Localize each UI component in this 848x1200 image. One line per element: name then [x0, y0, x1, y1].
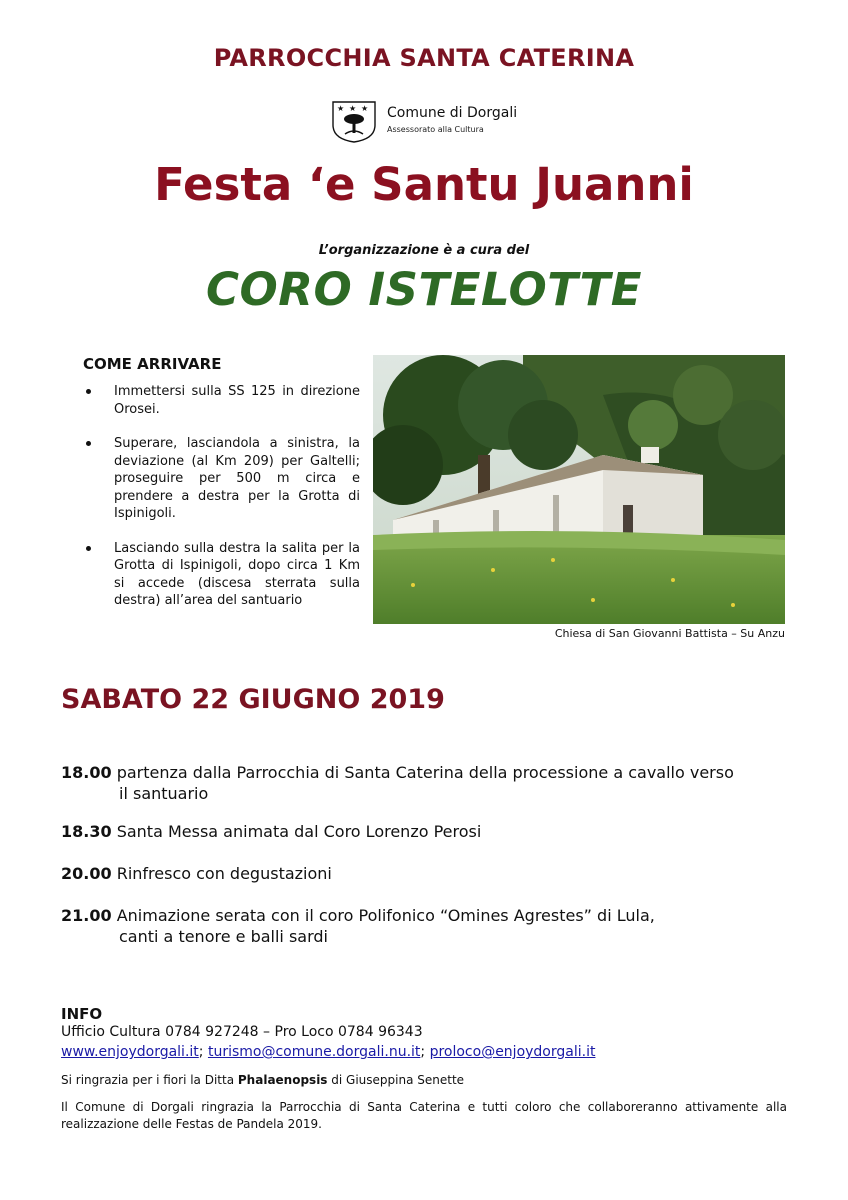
link-separator: ; [420, 1044, 426, 1060]
municipality-logo [331, 101, 531, 143]
parish-heading: PARROCCHIA SANTA CATERINA [213, 44, 635, 72]
bullet-icon [86, 389, 91, 394]
schedule-text-continued: canti a tenore e balli sardi [119, 927, 328, 946]
choir-name: CORO ISTELOTTE [206, 263, 642, 316]
florist-name: Phalaenopsis [237, 1073, 328, 1087]
event-date: SABATO 22 GIUGNO 2019 [61, 684, 445, 715]
schedule-item [61, 821, 801, 842]
website-link[interactable]: www.enjoydorgali.it [61, 1044, 199, 1060]
schedule-time: 21.00 [61, 906, 112, 925]
schedule-text-continued: il santuario [119, 784, 209, 803]
list-item: Immettersi sulla SS 125 in direzione Orosei. [84, 383, 360, 418]
info-phones: Ufficio Cultura 0784 927248 – Pro Loco 0784 96343 [61, 1024, 423, 1040]
closing-thanks: Il Comune di Dorgali ringrazia la Parrocchia di Santa Caterina e tutti coloro che collaboreranno attivamente alla realizzazione delle Festas de Pandela 2019. [61, 1100, 787, 1131]
municipality-name: Comune di Dorgali [387, 105, 518, 121]
schedule-text: Rinfresco con degustazioni [116, 864, 332, 883]
proloco-email-link[interactable]: proloco@enjoydorgali.it [429, 1044, 596, 1060]
directions-title: COME ARRIVARE [83, 355, 222, 373]
bullet-icon [86, 546, 91, 551]
schedule-text: partenza dalla Parrocchia di Santa Caterina della processione a cavallo verso [116, 763, 734, 782]
link-separator: ; [198, 1044, 204, 1060]
schedule-item [61, 762, 801, 804]
directions-list [84, 383, 360, 627]
schedule-item [61, 863, 801, 884]
info-title: INFO [61, 1005, 103, 1023]
schedule-text: Animazione serata con il coro Polifonico “Omines Agrestes” di Lula, [116, 906, 655, 925]
church-photo [373, 355, 785, 624]
schedule-text: Santa Messa animata dal Coro Lorenzo Perosi [116, 822, 482, 841]
list-item: Lasciando sulla destra la salita per la Grotta di Ispinigoli, dopo circa 1 Km si accede (discesa sterrata sulla destra) all’area del santuario [84, 540, 360, 610]
event-title: Festa ‘e Santu Juanni [154, 158, 694, 211]
municipality-department: Assessorato alla Cultura [387, 125, 484, 134]
schedule-time: 18.00 [61, 763, 112, 782]
list-item: Superare, lasciandola a sinistra, la deviazione (al Km 209) per Galtelli; proseguire per 500 m circa e prendere a destra per la Grotta di Ispinigoli. [84, 435, 360, 523]
bullet-icon [86, 441, 91, 446]
crest-icon [331, 101, 377, 143]
organization-note: L’organizzazione è a cura del [318, 243, 530, 258]
tourism-email-link[interactable]: turismo@comune.dorgali.nu.it [207, 1044, 421, 1060]
photo-caption: Chiesa di San Giovanni Battista – Su Anzu [554, 627, 785, 640]
svg-text:★: ★ [361, 104, 369, 113]
flowers-thanks: Si ringrazia per i fiori la Ditta Phalaenopsis di Giuseppina Senette [61, 1073, 465, 1087]
info-links [61, 1044, 595, 1060]
schedule-item [61, 905, 801, 947]
svg-text:★: ★ [349, 104, 357, 113]
schedule-time: 20.00 [61, 864, 112, 883]
svg-text:★: ★ [337, 104, 345, 113]
schedule-time: 18.30 [61, 822, 112, 841]
